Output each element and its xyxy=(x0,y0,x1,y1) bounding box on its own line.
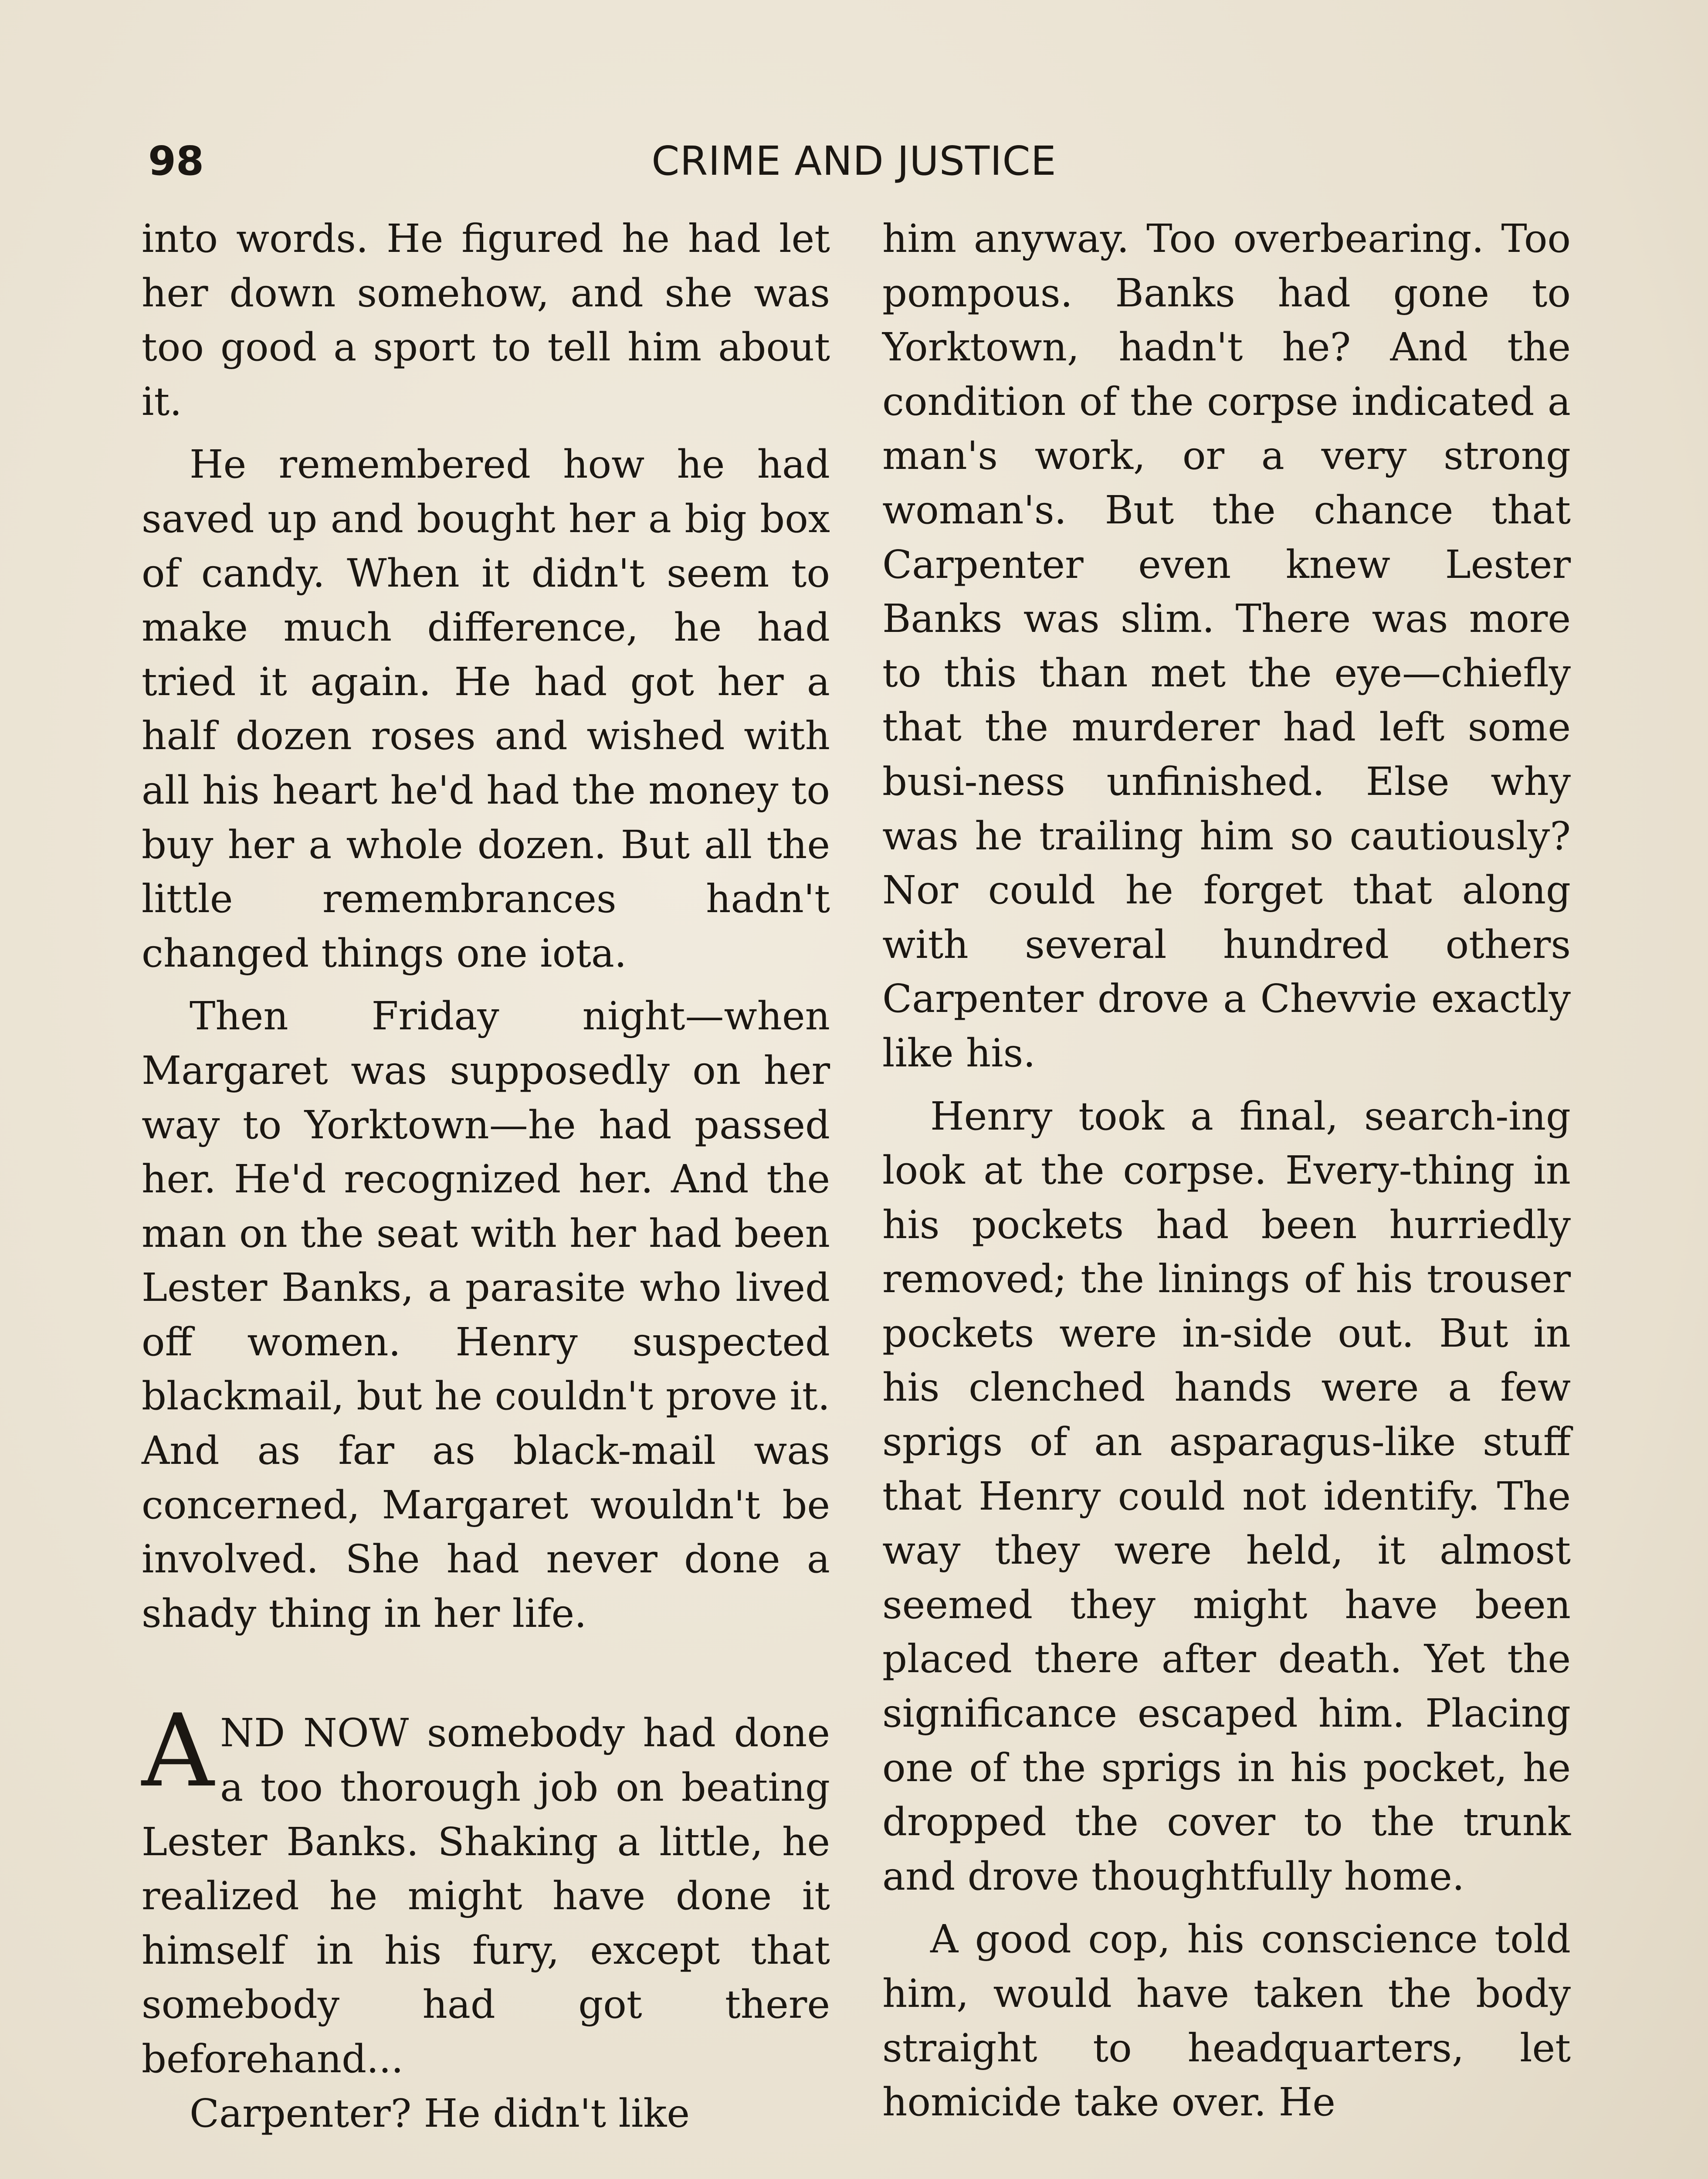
paragraph: him anyway. Too overbearing. Too pompous. Banks had gone to Yorktown, hadn't he? And the condition of the corpse indicated a man's work, or a very strong woman's. But the chance that Carpenter even knew Lester Banks was slim. There was more to this than met the eye—chiefly that the murderer had left some busi-ness unfinished. Else why was he trailing him so cautiously? Nor could he forget that along with several hundred others Carpenter drove a Chevvie exactly like his. xyxy=(882,216,1571,1076)
page-number: 98 xyxy=(148,138,204,184)
right-column xyxy=(882,211,1571,2129)
paragraph: A good cop, his conscience told him, would have taken the body straight to headquarters, let homicide take over. He xyxy=(882,1916,1571,2125)
paragraph: into words. He figured he had let her down somehow, and she was too good a sport to tell him about it. xyxy=(142,216,830,424)
page-header xyxy=(148,131,1560,192)
running-head: CRIME AND JUSTICE xyxy=(651,138,1057,184)
left-column xyxy=(142,211,830,2140)
paragraph: Henry took a final, search-ing look at the corpse. Every-thing in his pockets had been hurriedly removed; the linings of his trouser pockets were in-side out. But in his clenched hands were a few sprigs of an asparagus-like stuff that Henry could not identify. The way they were held, it almost seemed they might have been placed there after death. Yet the significance escaped him. Placing one of the sprigs in his pocket, he dropped the cover to the trunk and drove thoughtfully home. xyxy=(882,1093,1571,1899)
drop-cap: A xyxy=(142,1693,214,1810)
paragraph: Carpenter? He didn't like xyxy=(190,2090,690,2136)
paragraph: Then Friday night—when Margaret was supposedly on her way to Yorktown—he had passed her. He'd recognized her. And the man on the seat with her had been Lester Banks, a parasite who lived off women. Henry suspected blackmail, but he couldn't prove it. And as far as black-mail was concerned, Margaret wouldn't be involved. She had never done a shady thing in her life. xyxy=(142,993,830,1636)
section-opening-paragraph xyxy=(142,1693,830,2086)
paragraph: He remembered how he had saved up and bought her a big box of candy. When it didn't seem to make much difference, he had tried it again. He had got her a half dozen roses and wished with all his heart he'd had the money to buy her a whole dozen. But all the little remembrances hadn't changed things one iota. xyxy=(142,441,830,976)
paragraph-text: ND NOW somebody had done a too thorough job on beating Lester Banks. Shaking a little, he realized he might have done it himself in his fury, except that somebody had got there beforehand... xyxy=(142,1710,830,2081)
